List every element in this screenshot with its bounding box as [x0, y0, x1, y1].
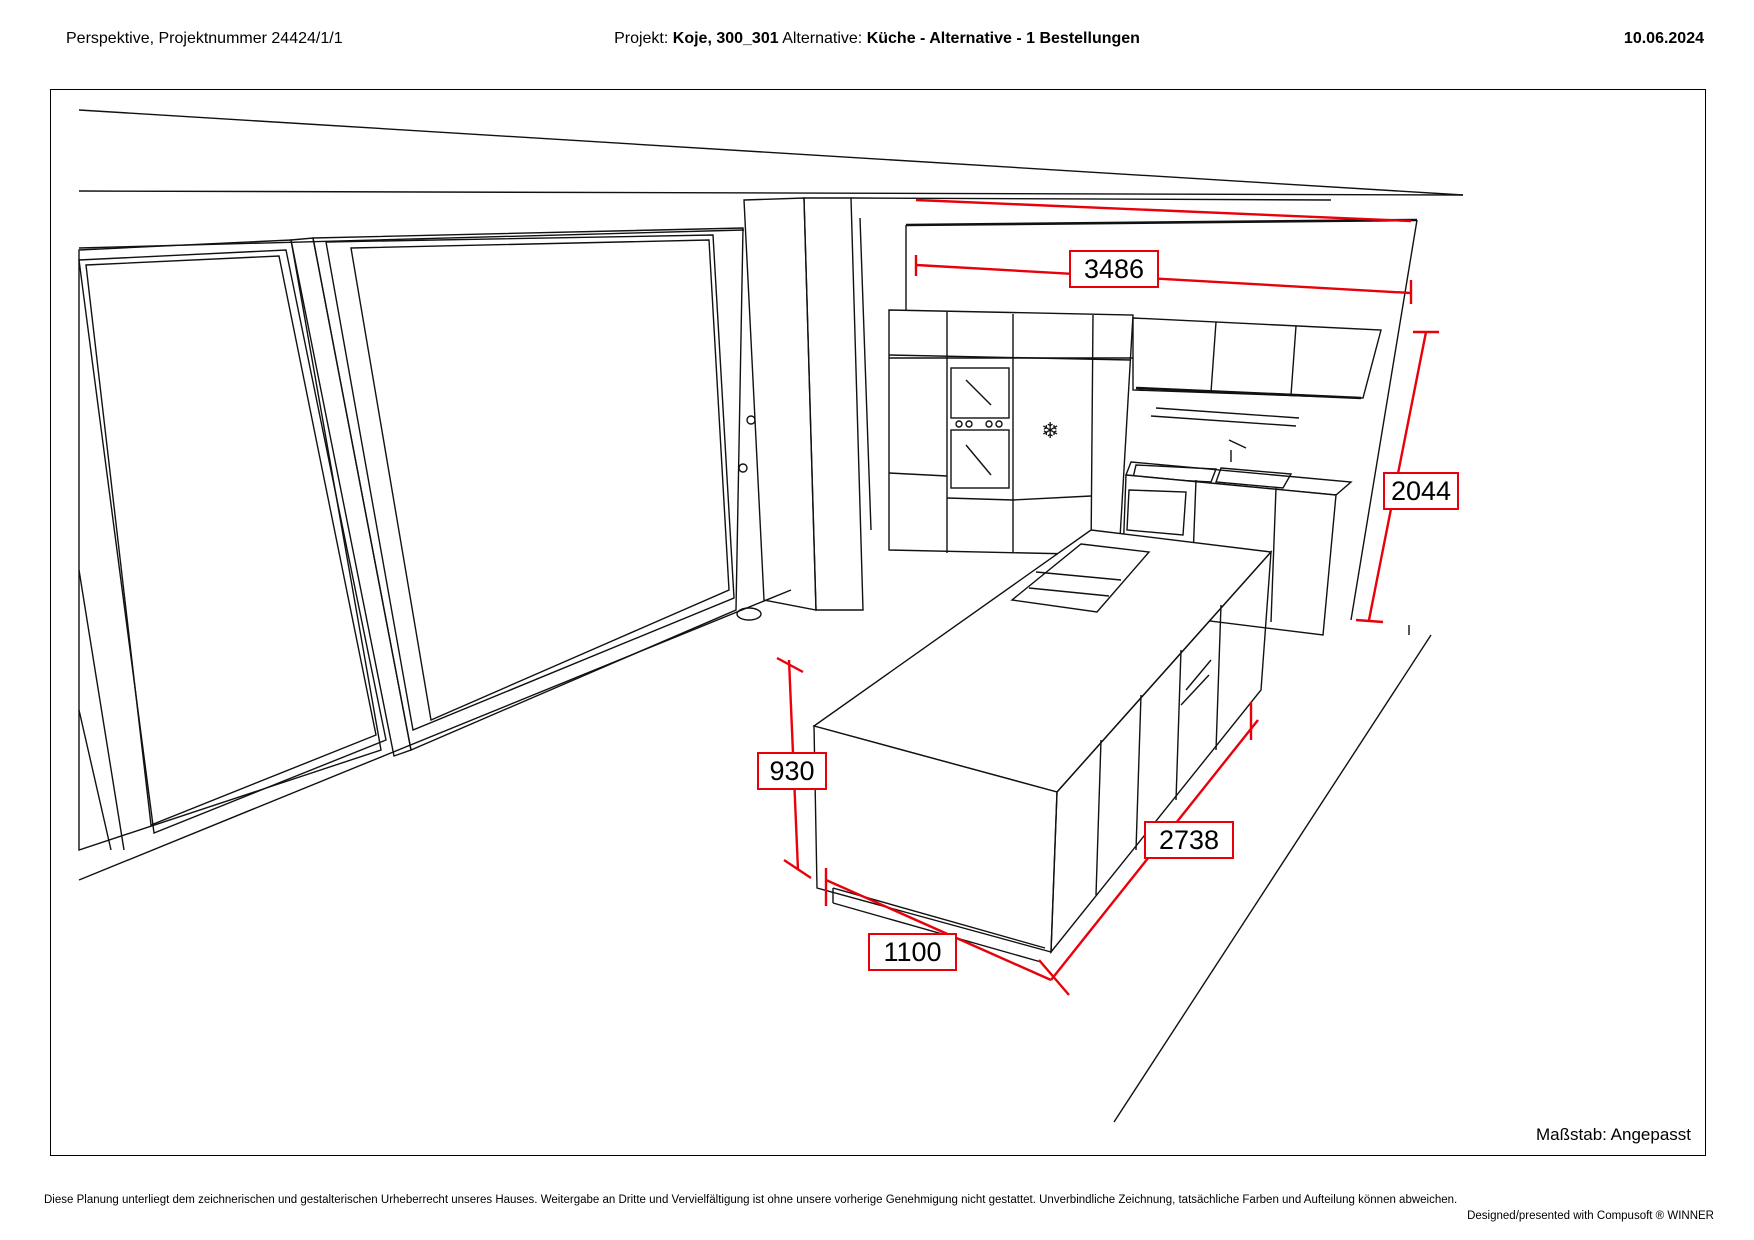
scale-label: Maßstab: Angepasst: [1536, 1125, 1691, 1144]
dimension-height: 2044: [1383, 472, 1459, 510]
project-value: Koje, 300_301: [672, 30, 779, 47]
dimension-width-back: 3486: [1069, 250, 1159, 288]
dimension-island-height: 930: [757, 752, 827, 790]
dimension-island-length: 2738: [1144, 821, 1234, 859]
alternative-label: Alternative:: [782, 30, 863, 47]
project-label: Projekt:: [614, 30, 669, 47]
drawing-frame: [50, 89, 1706, 1156]
alternative-value: Küche - Alternative - 1 Bestellungen: [866, 30, 1140, 47]
footer-disclaimer: Diese Planung unterliegt dem zeichnerischen und gestalterischen Urheberrecht unseres Hauses. Weitergabe an Dritte und Vervielfältigung ist ohne unsere vorherige Genehmigung nicht gestattet. Unverbindliche Zeichnung, tatsächliche Farben und Aufteilung können abweichen.: [44, 1194, 1458, 1206]
header-project: [0, 30, 1754, 48]
svg-text:❄: ❄: [1041, 419, 1060, 444]
kitchen-perspective-drawing: [51, 90, 1706, 1156]
header-date: 10.06.2024: [1623, 30, 1704, 47]
footer-credit: Designed/presented with Compusoft ® WINNER: [1467, 1210, 1714, 1222]
dimension-island-depth: 1100: [868, 933, 957, 971]
header-perspective: Perspektive, Projektnummer 24424/1/1: [66, 30, 343, 47]
